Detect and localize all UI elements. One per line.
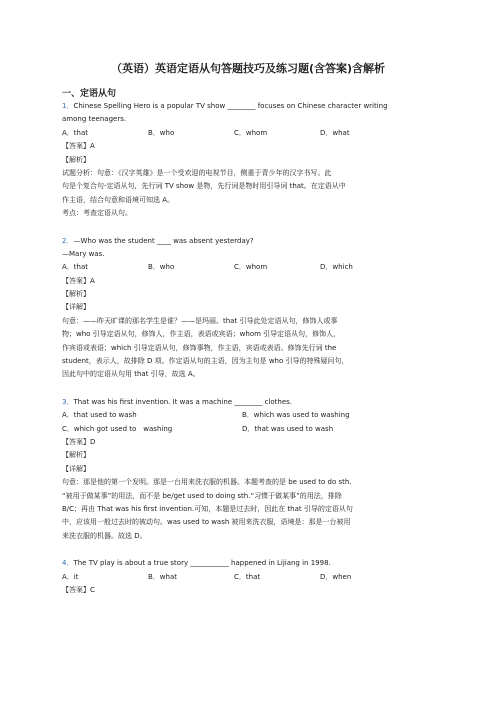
section-heading: 一、定语从句 — [62, 89, 117, 99]
question-stem-line: —Mary was. — [62, 249, 105, 258]
question-number: 1． — [62, 102, 74, 110]
page-title: （英语）英语定语从句答题技巧及练习题(含答案)含解析 — [110, 62, 386, 75]
explanation-line: 句是个复合句-定语从句，先行词 TV show 是物，先行词是物时用引导词 that。在定语从中 — [62, 182, 346, 191]
option-a: A．that — [62, 263, 89, 272]
option-c: C．which got used to washing — [62, 424, 173, 433]
options-row — [62, 423, 442, 436]
option-b: B．which was used to washing — [242, 411, 350, 420]
option-c: C．whom — [234, 263, 268, 272]
detail-label: 【详解】 — [62, 303, 90, 312]
explanation-line: 试题分析：句意：《汉字英雄》是一个受欢迎的电视节目，侧重于青少年的汉字书写。此 — [62, 168, 332, 177]
explanation-line: 因此句中的定语从句用 that 引导，故选 A。 — [62, 370, 200, 379]
question-2 — [62, 235, 442, 382]
explanation-line: 句意：那是他的第一个发明。那是一台用来洗衣服的机器。本题考查的是 be used to do sth. — [62, 478, 352, 487]
explanation-line: 作宾语或表语；which 引导定语从句，修饰事物，作主语，宾语或表语。修饰先行词 the — [62, 343, 337, 352]
explanation-line: 句意：——昨天旷课的那名学生是谁？——是玛丽。that 引导此处定语从句，修饰人或事 — [62, 316, 338, 325]
option-d: D．which — [320, 263, 353, 272]
option-b: B．who — [148, 128, 175, 137]
detail-label: 【详解】 — [62, 464, 90, 473]
answer-line: 【答案】C — [62, 585, 95, 594]
question-stem-line: That was his first invention. It was a machine ________ clothes. — [73, 397, 293, 406]
option-b: B．what — [148, 572, 177, 581]
question-stem-line: among teenagers. — [62, 115, 127, 124]
question-number: 4． — [62, 559, 74, 568]
answer-line: 【答案】A — [62, 276, 95, 285]
option-d: D．when — [320, 572, 352, 581]
option-d: D．that was used to wash — [242, 424, 334, 433]
explanation-line: 来洗衣服的机器。故选 D。 — [62, 531, 147, 540]
question-number: 2． — [62, 236, 74, 245]
analysis-label: 【解析】 — [62, 155, 90, 164]
questions-container — [62, 100, 442, 597]
question-4 — [62, 557, 442, 597]
explanation-line: 物；who 引导定语从句，修饰人，作主语，表语或宾语；whom 引导定语从句，修饰人， — [62, 330, 341, 339]
explanation-line: 中，应该用一般过去时的被动句。was used to wash 被用来洗衣服，语境是：那是一台被用 — [62, 518, 351, 527]
options-row — [62, 127, 442, 140]
answer-line: 【答案】D — [62, 437, 96, 446]
options-row — [62, 261, 442, 274]
options-row — [62, 571, 442, 584]
option-a: A．that used to wash — [62, 411, 137, 420]
option-d: D．what — [320, 128, 350, 137]
explanation-line: 考点：考查定语从句。 — [62, 209, 132, 218]
question-stem-line: Chinese Spelling Hero is a popular TV show ________ focuses on Chinese character writing — [73, 102, 388, 110]
analysis-label: 【解析】 — [62, 451, 90, 460]
question-number: 3． — [62, 397, 74, 406]
option-c: C．that — [234, 572, 261, 581]
option-a: A．it — [62, 572, 79, 581]
analysis-label: 【解析】 — [62, 290, 90, 299]
answer-line: 【答案】A — [62, 142, 95, 151]
question-stem-line: The TV play is about a true story ___________ happened in Lijiang in 1998. — [73, 559, 331, 568]
question-stem-line: —Who was the student ____ was absent yesterday? — [73, 236, 254, 245]
option-c: C．whom — [234, 128, 268, 137]
explanation-line: B/C；再由 That was his first invention.可知，本题是过去时，因此在 that 引导的定语从句 — [62, 504, 353, 513]
explanation-line: 作主语，结合句意和语境可知选 A。 — [62, 195, 175, 204]
option-b: B．who — [148, 263, 175, 272]
question-1 — [62, 100, 442, 221]
explanation-line: student，表示人，故排除 D 项。作定语从句的主语，因为主句是 who 引导的特殊疑问句， — [62, 357, 349, 366]
explanation-line: “被用于做某事”的用法，而不是 be/get used to doing sth.“习惯于做某事”的用法，排除 — [62, 491, 342, 500]
question-3 — [62, 396, 442, 543]
option-a: A．that — [62, 128, 89, 137]
options-row — [62, 409, 442, 422]
